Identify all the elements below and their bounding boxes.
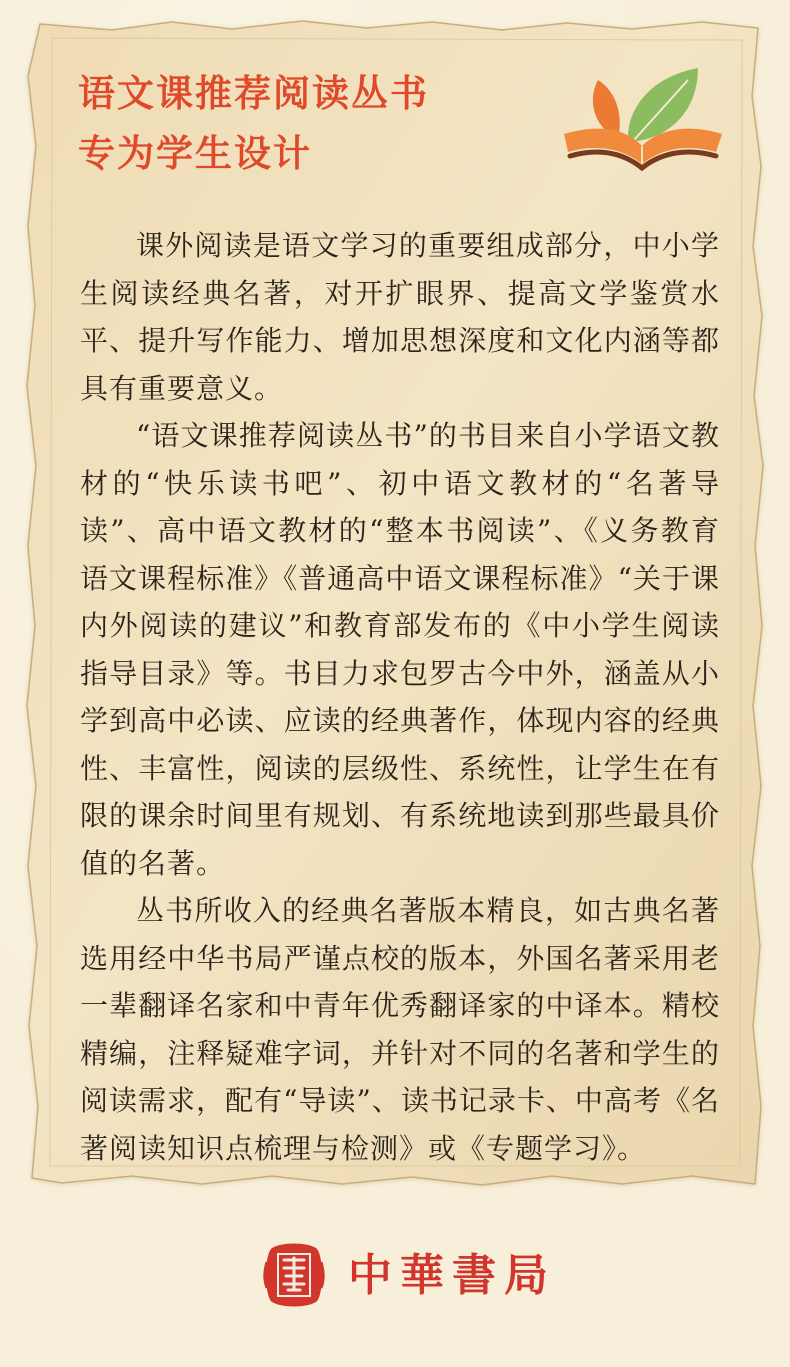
publisher-footer xyxy=(262,1240,556,1312)
title-line-2: 专为学生设计 xyxy=(78,132,312,175)
book-leaf-icon xyxy=(556,56,726,174)
paragraph-2: “语文课推荐阅读丛书”的书目来自小学语文教材的“快乐读书吧”、初中语文教材的“名著导读”、高中语文教材的“整本书阅读”、《义务教育语文课程标准》《普通高中语文课程标准》“关于课内外阅读的建议”和教育部发布的《中小学生阅读指导目录》等。书目力求包罗古今中外，涵盖从小学到高中必读、应读的经典著作，体现内容的经典性、丰富性，阅读的层级性、系统性，让学生在有限的课余时间里有规划、有系统地读到那些最具价值的名著。 xyxy=(80,419,720,880)
publisher-name: 中華書局 xyxy=(348,1250,556,1301)
publisher-seal-icon xyxy=(262,1242,326,1308)
paragraph-3: 丛书所收入的经典名著版本精良，如古典名著选用经中华书局严谨点校的版本，外国名著采用老一辈翻译名家和中青年优秀翻译家的中译本。精校精编，注释疑难字词，并针对不同的名著和学生的阅读需求，配有“导读”、读书记录卡、中高考《名著阅读知识点梳理与检测》或《专题学习》。 xyxy=(80,894,720,1165)
article-body xyxy=(80,222,720,1172)
paragraph-1: 课外阅读是语文学习的重要组成部分，中小学生阅读经典名著，对开扩眼界、提高文学鉴赏水平、提升写作能力、增加思想深度和文化内涵等都具有重要意义。 xyxy=(80,229,720,405)
title-line-1: 语文课推荐阅读丛书 xyxy=(78,72,429,115)
page-title xyxy=(78,64,429,184)
